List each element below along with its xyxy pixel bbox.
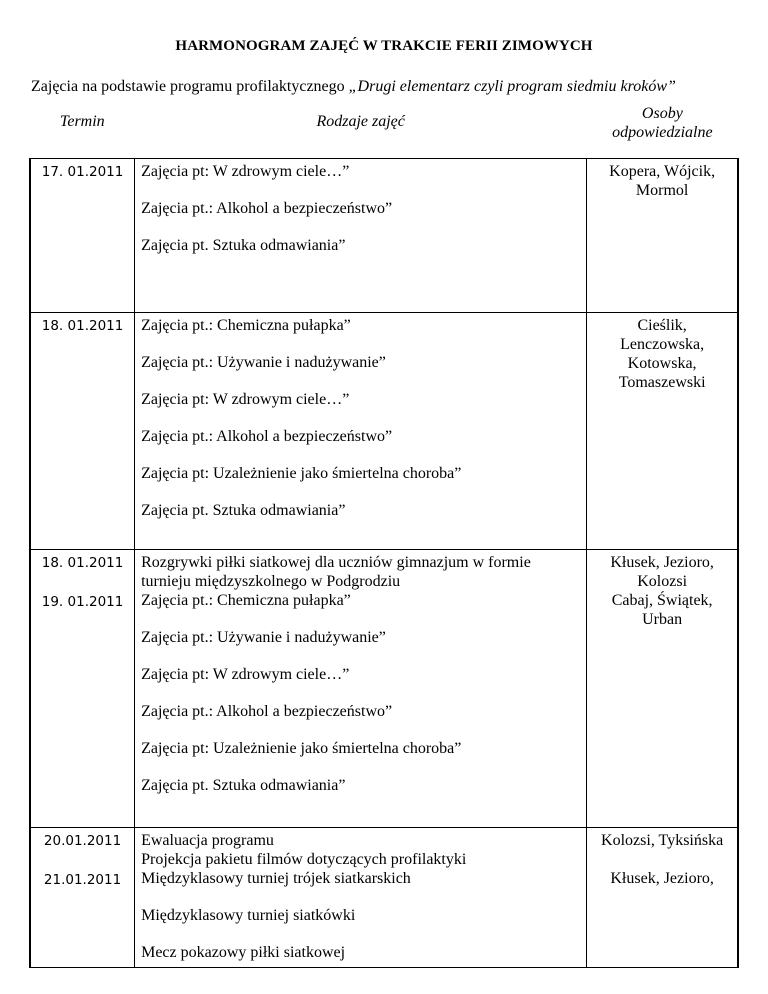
activity-item: Zajęcia pt: W zdrowym ciele…” xyxy=(141,163,350,180)
table-row xyxy=(30,313,738,550)
activity-item: Zajęcia pt.: Alkohol a bezpieczeństwo” xyxy=(141,200,393,217)
activity-item: Ewaluacja programu xyxy=(141,832,274,849)
term-date: 17. 01.2011 xyxy=(41,164,124,180)
term-date: 19. 01.2011 xyxy=(41,594,124,610)
header-resp-line: Osoby xyxy=(641,105,683,122)
activity-item: Projekcja pakietu filmów dotyczących profilaktyki xyxy=(141,851,467,868)
activity-item: Zajęcia pt.: Używanie i nadużywanie” xyxy=(141,629,386,646)
activity-item: Mecz pokazowy piłki siatkowej xyxy=(141,944,346,961)
responsible-person: Lenczowska, xyxy=(620,336,705,353)
intro-text: Zajęcia na podstawie programu profilaktycznego xyxy=(31,78,349,95)
responsible-person: Urban xyxy=(642,611,683,628)
activity-item: Zajęcia pt: Uzależnienie jako śmiertelna choroba” xyxy=(141,740,462,757)
activity-item: Zajęcia pt: Uzależnienie jako śmiertelna choroba” xyxy=(141,465,462,482)
responsible-person: Kopera, Wójcik, xyxy=(609,163,716,180)
program-name: „Drugi elementarz czyli program siedmiu kroków” xyxy=(348,78,676,95)
table-row xyxy=(30,828,738,968)
responsible-person: Kolozsi, Tyksińska xyxy=(601,832,724,849)
responsible-person: Kolozsi xyxy=(637,573,688,590)
schedule-table xyxy=(29,104,739,968)
activity-item: Zajęcia pt: W zdrowym ciele…” xyxy=(141,391,350,408)
activity-item: Zajęcia pt. Sztuka odmawiania” xyxy=(141,777,346,794)
responsible-person: Kłusek, Jezioro, xyxy=(610,554,714,571)
term-cell xyxy=(30,550,135,828)
responsible-person: Mormol xyxy=(635,182,689,199)
term-cell xyxy=(30,159,135,313)
activity-item: Zajęcia pt.: Alkohol a bezpieczeństwo” xyxy=(141,703,393,720)
table-row xyxy=(30,159,738,313)
header-term: Termin xyxy=(59,113,105,130)
term-cell xyxy=(30,828,135,968)
responsible-person: Kłusek, Jezioro, xyxy=(610,870,714,887)
responsible-cell xyxy=(587,828,738,968)
activity-item: Rozgrywki piłki siatkowej dla uczniów gimnazjum w formie xyxy=(141,554,531,571)
responsible-person: Tomaszewski xyxy=(618,374,706,391)
header-kind: Rodzaje zajęć xyxy=(316,113,405,130)
term-date: 20.01.2011 xyxy=(43,833,122,849)
activities-cell xyxy=(135,828,587,968)
activity-item: Zajęcia pt. Sztuka odmawiania” xyxy=(141,502,346,519)
responsible-person: Kotowska, xyxy=(627,355,697,372)
activity-item: Międzyklasowy turniej siatkówki xyxy=(141,907,356,924)
activity-item: Zajęcia pt. Sztuka odmawiania” xyxy=(141,237,346,254)
responsible-cell xyxy=(587,313,738,550)
activities-cell xyxy=(135,313,587,550)
term-date: 18. 01.2011 xyxy=(41,318,124,334)
header-responsible xyxy=(587,104,738,159)
activity-item: Zajęcia pt.: Alkohol a bezpieczeństwo” xyxy=(141,428,393,445)
activity-item: Zajęcia pt.: Chemiczna pułapka” xyxy=(141,592,351,609)
activities-cell xyxy=(135,159,587,313)
table-row xyxy=(30,550,738,828)
table-header-row xyxy=(30,104,738,159)
activity-item: turnieju międzyszkolnego w Podgrodziu xyxy=(141,573,401,590)
term-date: 18. 01.2011 xyxy=(41,555,124,571)
responsible-person: Cieślik, xyxy=(637,317,687,334)
responsible-cell xyxy=(587,159,738,313)
document-title: HARMONOGRAM ZAJĘĆ W TRAKCIE FERII ZIMOWYCH xyxy=(175,38,593,54)
activities-cell xyxy=(135,550,587,828)
responsible-cell xyxy=(587,550,738,828)
term-date: 21.01.2011 xyxy=(43,872,122,888)
activity-item: Zajęcia pt.: Używanie i nadużywanie” xyxy=(141,354,386,371)
activity-item: Zajęcia pt: W zdrowym ciele…” xyxy=(141,666,350,683)
activity-item: Międzyklasowy turniej trójek siatkarskich xyxy=(141,870,411,887)
term-cell xyxy=(30,313,135,550)
responsible-person: Cabaj, Świątek, xyxy=(611,592,713,609)
activity-item: Zajęcia pt.: Chemiczna pułapka” xyxy=(141,317,351,334)
header-resp-line: odpowiedzialne xyxy=(612,124,713,141)
intro-line xyxy=(31,78,676,96)
